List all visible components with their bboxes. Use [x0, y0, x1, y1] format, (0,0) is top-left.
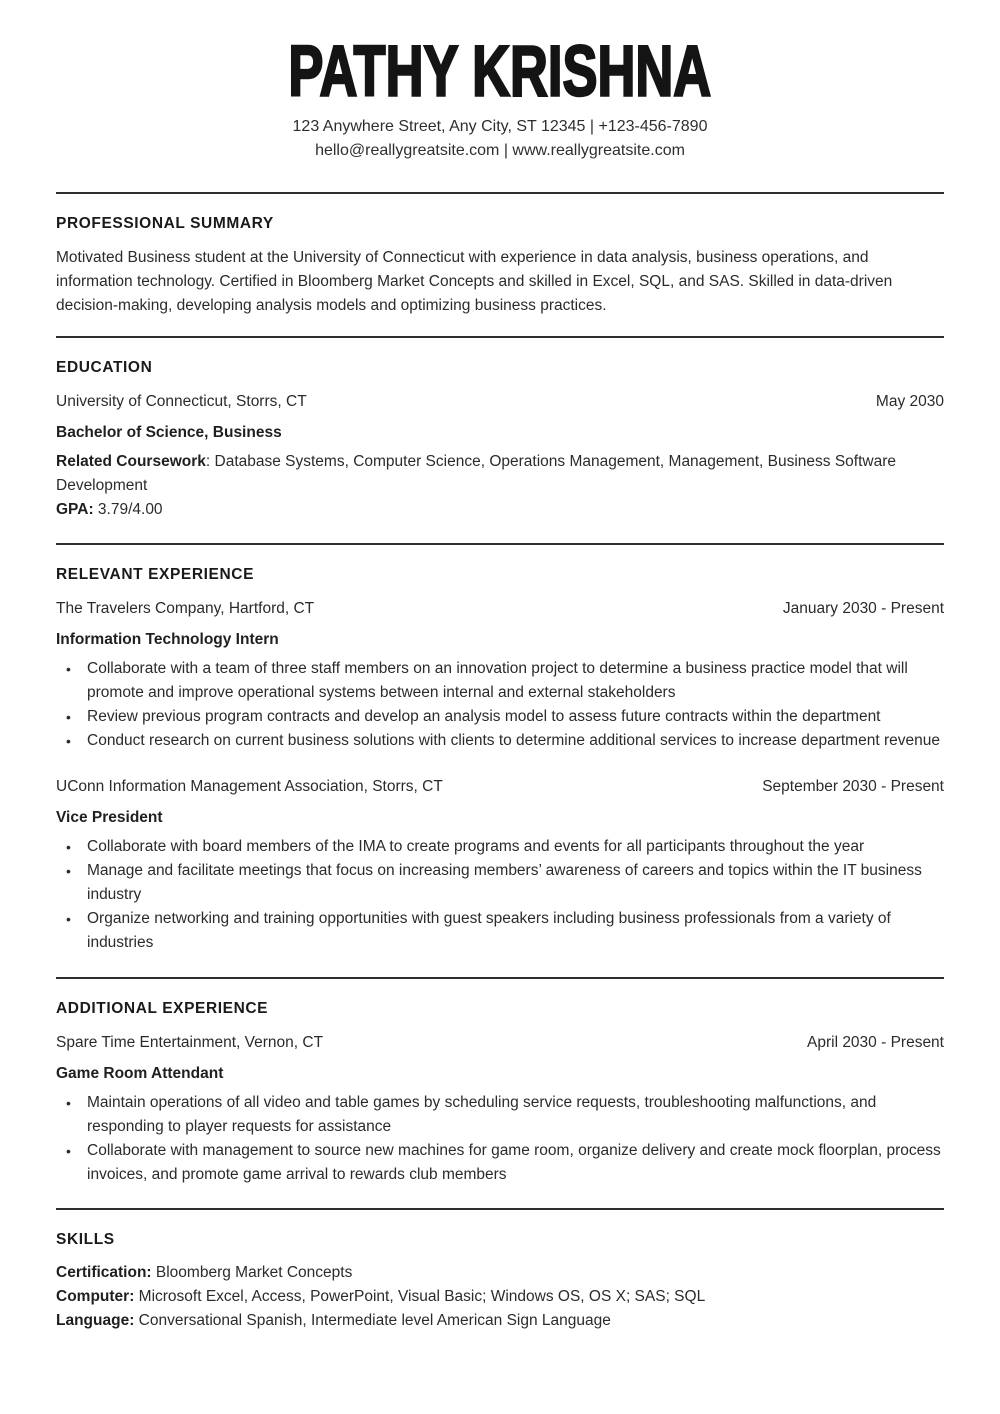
education-degree: Bachelor of Science, Business [56, 424, 282, 441]
bullet-item: • Review previous program contracts and develop an analysis model to assess future contracts within the department [56, 705, 944, 729]
experience-bullets [56, 1091, 944, 1187]
experience-entry [56, 597, 944, 753]
section-relevant-experience [56, 565, 944, 955]
bullet-item: • Conduct research on current business solutions with clients to determine additional services to increase department revenue [56, 729, 944, 753]
experience-organization: The Travelers Company, Hartford, CT [56, 600, 315, 617]
section-heading-relevant-experience: RELEVANT EXPERIENCE [56, 566, 255, 583]
education-school: University of Connecticut, Storrs, CT [56, 393, 307, 410]
experience-entry [56, 1031, 944, 1187]
divider [56, 1208, 944, 1210]
divider [56, 336, 944, 338]
skill-label: Certification: [56, 1264, 152, 1281]
section-heading-skills: SKILLS [56, 1231, 115, 1248]
bullet-item: • Collaborate with a team of three staff members on an innovation project to determine a business practice model that will promote and improve operational systems between internal and external stakeholders [56, 657, 944, 705]
experience-title: Information Technology Intern [56, 631, 279, 648]
experience-date: April 2030 - Present [807, 1034, 944, 1051]
skill-label: Computer: [56, 1288, 135, 1305]
experience-bullets [56, 835, 944, 955]
experience-organization: Spare Time Entertainment, Vernon, CT [56, 1034, 324, 1051]
divider [56, 543, 944, 545]
education-coursework [56, 450, 944, 498]
skill-certification [56, 1261, 944, 1285]
section-education [56, 358, 944, 522]
experience-date: September 2030 - Present [762, 778, 944, 795]
experience-organization: UConn Information Management Association, Storrs, CT [56, 778, 443, 795]
gpa-label: GPA: [56, 501, 94, 518]
skill-language [56, 1309, 944, 1333]
section-professional-summary [56, 214, 944, 318]
candidate-name: PATHY KRISHNA [288, 30, 712, 112]
bullet-item: • Organize networking and training opportunities with guest speakers including business professionals from a variety of industries [56, 907, 944, 955]
contact-email-website: hello@reallygreatsite.com | www.reallygreatsite.com [315, 141, 685, 159]
section-heading-additional-experience: ADDITIONAL EXPERIENCE [56, 1000, 269, 1017]
contact-address-phone: 123 Anywhere Street, Any City, ST 12345 | +123-456-7890 [292, 118, 708, 135]
gpa-value: 3.79/4.00 [93, 501, 163, 518]
contact-info [56, 115, 944, 162]
section-additional-experience [56, 999, 944, 1187]
bullet-item: • Collaborate with board members of the IMA to create programs and events for all participants throughout the year [56, 835, 944, 859]
education-gpa [56, 498, 944, 522]
divider [56, 192, 944, 194]
skill-value: Bloomberg Market Concepts [151, 1264, 353, 1281]
coursework-label: Related Coursework [56, 453, 206, 470]
experience-title: Game Room Attendant [56, 1065, 224, 1082]
skill-label: Language: [56, 1312, 135, 1329]
bullet-item: • Manage and facilitate meetings that focus on increasing members’ awareness of careers and topics within the IT business industry [56, 859, 944, 907]
experience-title: Vice President [56, 809, 163, 826]
resume-header [56, 0, 944, 162]
skills-list [56, 1261, 944, 1333]
education-date: May 2030 [875, 393, 944, 410]
coursework-value: : Database Systems, Computer Science, Operations Management, Management, Business Software Development [56, 453, 896, 494]
section-skills [56, 1230, 944, 1333]
bullet-item: • Maintain operations of all video and table games by scheduling service requests, troubleshooting malfunctions, and responding to player requests for assistance [56, 1091, 944, 1139]
experience-entry-header [56, 597, 944, 621]
professional-summary-text: Motivated Business student at the University of Connecticut with experience in data analysis, business operations, and information technology. Certified in Bloomberg Market Concepts and skilled in Excel, SQL, and SAS. Skilled in data-driven decision-making, developing analysis models and optimizing business practices. [56, 249, 893, 314]
section-heading-professional-summary: PROFESSIONAL SUMMARY [56, 215, 274, 232]
experience-entry-header [56, 775, 944, 799]
skill-value: Conversational Spanish, Intermediate level American Sign Language [134, 1312, 611, 1329]
experience-date: January 2030 - Present [782, 600, 944, 617]
experience-bullets [56, 657, 944, 753]
skill-computer [56, 1285, 944, 1309]
bullet-item: • Collaborate with management to source new machines for game room, organize delivery and create mock floorplan, process invoices, and promote game arrival to rewards club members [56, 1139, 944, 1187]
section-heading-education: EDUCATION [56, 359, 153, 376]
experience-entry-header [56, 1031, 944, 1055]
skill-value: Microsoft Excel, Access, PowerPoint, Visual Basic; Windows OS, OS X; SAS; SQL [134, 1288, 706, 1305]
experience-entry [56, 775, 944, 955]
divider [56, 977, 944, 979]
education-entry-header [56, 390, 944, 414]
